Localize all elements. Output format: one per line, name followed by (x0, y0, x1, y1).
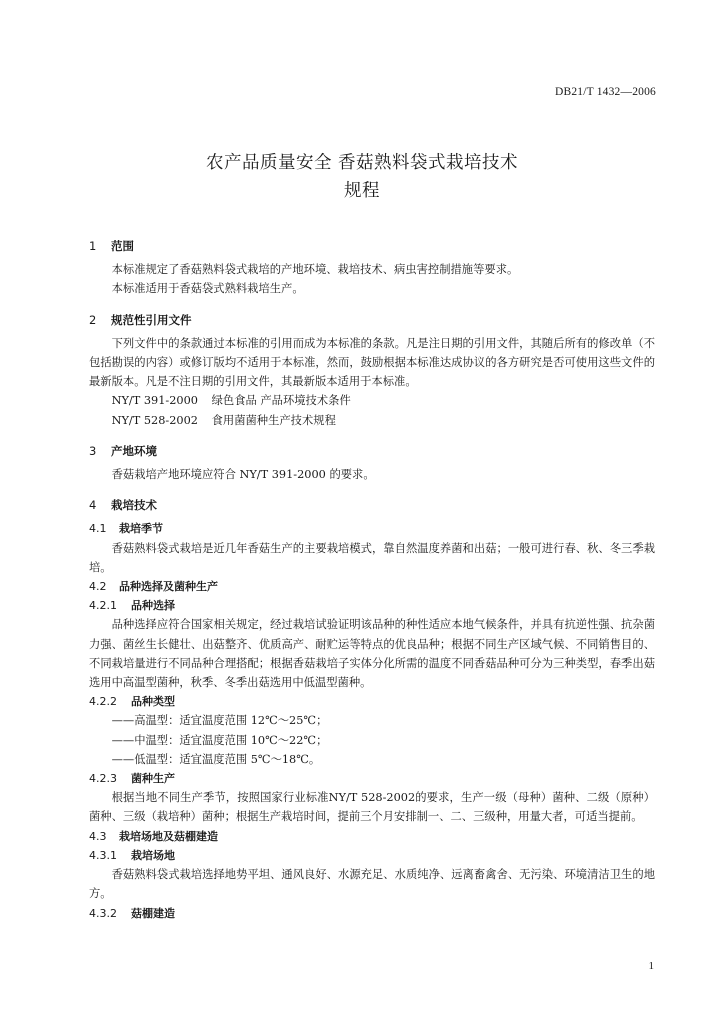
clause-number: 4.2.1 (89, 599, 117, 613)
clause-heading (89, 904, 655, 923)
clause-number: 4.3.2 (89, 906, 117, 920)
section-title: 规范性引用文件 (111, 312, 192, 327)
paragraph: 下列文件中的条款通过本标准的引用而成为本标准的条款。凡是注日期的引用文件，其随后所有的修改单（不包括勘误的内容）或修订版均不适用于本标准，然而，鼓励根据本标准达成协议的各方研究是否可使用这些文件的最新版本。凡是不注日期的引用文件，其最新版本适用于本标准。 (89, 336, 655, 389)
reference-name: 食用菌菌种生产技术规程 (211, 413, 336, 427)
section-number: 1 (89, 239, 97, 253)
clause-title: 品种类型 (131, 695, 175, 709)
section-title: 范围 (111, 239, 135, 253)
reference-code: NY/T 391-2000 (111, 394, 198, 408)
reference-item (89, 411, 655, 430)
paragraph: 香菇栽培产地环境应符合 NY/T 391-2000 的要求。 (111, 468, 375, 482)
paragraph: 本标准适用于香菇袋式熟料栽培生产。 (111, 282, 304, 296)
paragraph: 香菇熟料袋式栽培选择地势平坦、通风良好、水源充足、水质纯净、远离畜禽舍、无污染、环境清洁卫生的地方。 (89, 868, 655, 901)
section-title: 产地环境 (111, 443, 158, 458)
clause-title: 菌种生产 (131, 772, 175, 786)
document-title: 农产品质量安全 香菇熟料袋式栽培技术 (205, 153, 519, 173)
document-body (89, 237, 655, 923)
paragraph: 根据当地不同生产季节，按照国家行业标准NY/T 528-2002的要求，生产一级（母种）菌种、二级（原种）菌种、三级（栽培种）菌种；根据生产栽培时间，提前三个月安排制一、二、三级种，用量大者，可适当提前。 (89, 791, 655, 824)
subsection-number: 4.1 (89, 522, 107, 536)
subsection-heading (89, 827, 655, 846)
page-number: 1 (648, 960, 654, 972)
clause-heading (89, 596, 655, 615)
standard-code: DB21/T 1432—2006 (554, 86, 656, 98)
clause-number: 4.2.2 (89, 695, 117, 709)
section-heading (89, 496, 655, 515)
clause-number: 4.3.1 (89, 848, 117, 862)
clause-number: 4.2.3 (89, 772, 117, 786)
section-number: 2 (89, 312, 97, 327)
list-item: ——中温型：适宜温度范围 10℃～22℃； (111, 733, 328, 747)
section-heading (89, 237, 655, 256)
section-number: 3 (89, 443, 97, 458)
subsection-title: 品种选择及菌种生产 (119, 580, 218, 594)
section-heading (89, 442, 655, 461)
document-title-line2: 规程 (344, 181, 380, 201)
subsection-heading (89, 577, 655, 596)
clause-heading (89, 692, 655, 711)
subsection-number: 4.3 (89, 829, 107, 843)
subsection-title: 栽培季节 (119, 522, 163, 536)
subsection-title: 栽培场地及菇棚建造 (119, 829, 218, 843)
subsection-heading (89, 519, 655, 538)
clause-title: 菇棚建造 (131, 906, 175, 920)
reference-code: NY/T 528-2002 (111, 413, 198, 427)
reference-name: 绿色食品 产品环境技术条件 (211, 394, 351, 408)
subsection-number: 4.2 (89, 580, 107, 594)
list-item: ——高温型：适宜温度范围 12℃～25℃； (111, 714, 328, 728)
section-heading (89, 311, 655, 330)
paragraph: 品种选择应符合国家相关规定，经过栽培试验证明该品种的种性适应本地气候条件，并具有抗逆性强、抗杂菌力强、菌丝生长健壮、出菇整齐、优质高产、耐贮运等特点的优良品种；根据不同生产区域气候、不同销售目的、不同栽培量进行不同品种合理搭配；根据香菇栽培子实体分化所需的温度不同香菇品种可分为三种类型，春季出菇选用中高温型菌种，秋季、冬季出菇选用中低温型菌种。 (89, 618, 655, 690)
reference-item (89, 391, 655, 410)
paragraph: 香菇熟料袋式栽培是近几年香菇生产的主要栽培模式，靠自然温度养菌和出菇；一般可进行春、秋、冬三季栽培。 (89, 541, 655, 574)
list-item: ——低温型：适宜温度范围 5℃～18℃。 (111, 752, 321, 766)
clause-title: 品种选择 (131, 599, 175, 613)
clause-title: 栽培场地 (131, 848, 175, 862)
section-number: 4 (89, 498, 97, 513)
clause-heading (89, 769, 655, 788)
clause-heading (89, 846, 655, 865)
section-title: 栽培技术 (111, 498, 158, 513)
paragraph: 本标准规定了香菇熟料袋式栽培的产地环境、栽培技术、病虫害控制措施等要求。 (111, 263, 519, 277)
